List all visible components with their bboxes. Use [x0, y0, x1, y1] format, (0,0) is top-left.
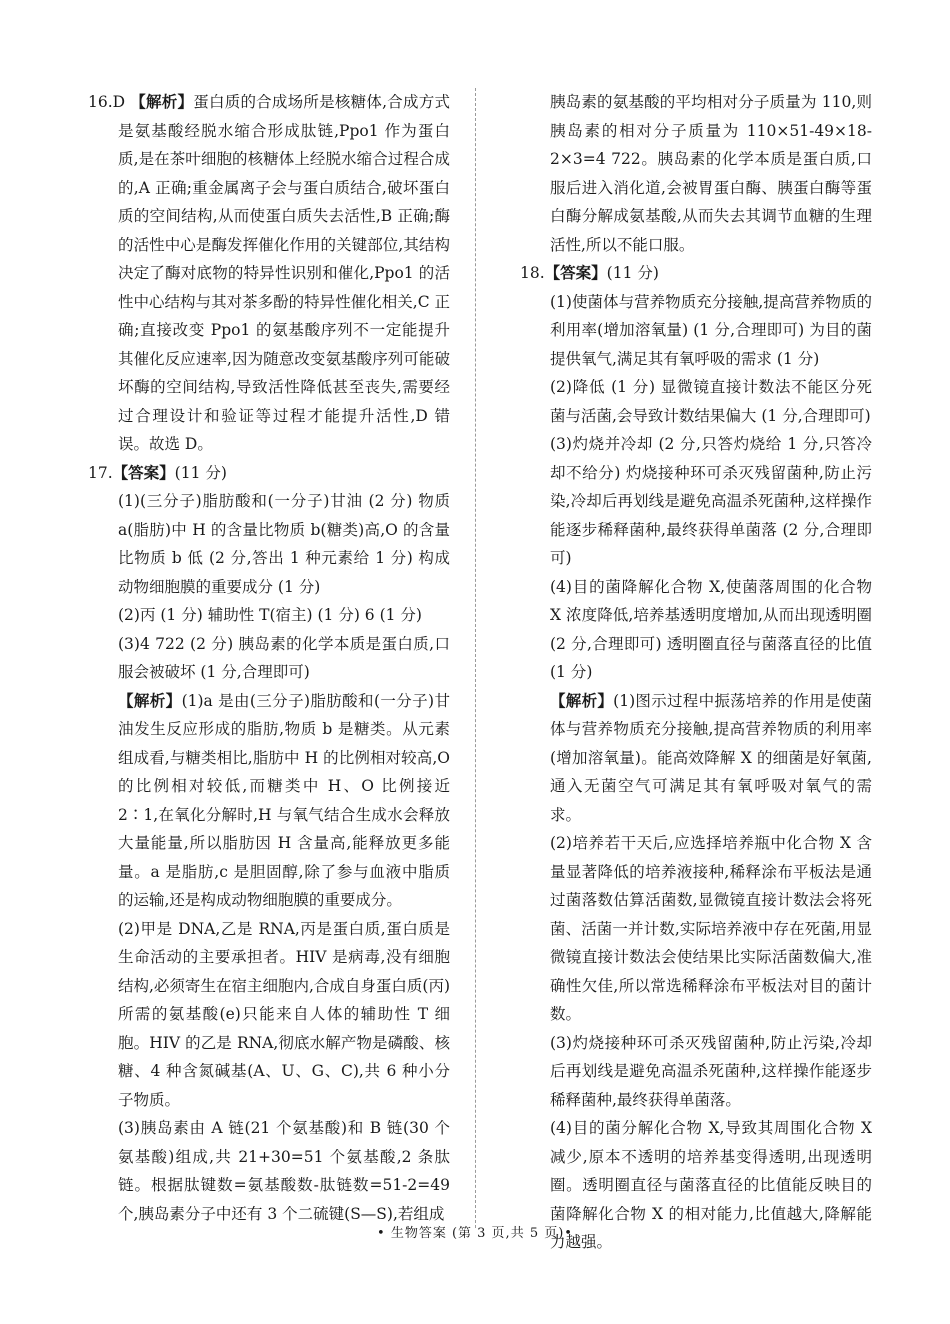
q17-answer-tag: 【答案】 — [112, 462, 175, 482]
q16-analysis-text: 蛋白质的合成场所是核糖体,合成方式是氨基酸经脱水缩合形成肽链,Ppo1 作为蛋白质,是在茶叶细胞的核糖体上经脱水缩合过程合成的,A 正确;重金属离子会与蛋白质结合,破坏蛋白质的空间结构,从而使蛋白质失去活性,B 正确;酶的活性中心是酶发挥催化作用的关键部位,其结构决定了酶对底物的特异性识别和催化,Ppo1 的活性中心结构与其对茶多酚的特异性催化相关,C 正确;直接改变 Ppo1 的氨基酸序列不一定能提升其催化反应速率,因为随意改变氨基酸序列可能破坏酶的空间结构,导致活性降低甚至丧失,需要经过合理设计和验证等过程才能提升活性,D 错误。故选 D。 — [118, 93, 450, 453]
q16-analysis-tag: 【解析】 — [130, 92, 194, 111]
q18-score: (11 分) — [606, 264, 659, 282]
q16-paragraph — [88, 88, 450, 459]
q16-number: 16.D — [88, 93, 126, 111]
left-column — [88, 88, 450, 1228]
q18-analysis-3: (3)灼烧接种环可杀灭残留菌种,防止污染,冷却后再划线是避免高温杀死菌种,这样操作能逐步稀释菌种,最终获得单菌落。 — [550, 1033, 872, 1109]
column-divider — [475, 88, 476, 1228]
q17-answer-3: (3)4 722 (2 分) 胰岛素的化学本质是蛋白质,口服会被破坏 (1 分,合理即可) — [118, 634, 450, 681]
q18-answer-2: (2)降低 (1 分) 显微镜直接计数法不能区分死菌与活菌,会导致计数结果偏大 (1 分,合理即可) — [550, 378, 872, 425]
q17-answer-1: (1)(三分子)脂肪酸和(一分子)甘油 (2 分) 物质 a(脂肪)中 H 的含量比物质 b(糖类)高,O 的含量比物质 b 低 (2 分,答出 1 种元素给 1 分) 构成动物细胞膜的重要成分 (1 分) — [118, 492, 450, 596]
q17-analysis-tag: 【解析】 — [118, 690, 182, 710]
q17-answer-2: (2)丙 (1 分) 辅助性 T(宿主) (1 分) 6 (1 分) — [118, 606, 422, 624]
q18-answer-3: (3)灼烧并冷却 (2 分,只答灼烧给 1 分,只答冷却不给分) 灼烧接种环可杀灭残留菌种,防止污染,冷却后再划线是避免高温杀死菌种,这样操作能逐步稀释菌种,最终获得单菌落 (2 分,合理即可) — [550, 435, 872, 567]
q17-analysis-3: (3)胰岛素由 A 链(21 个氨基酸)和 B 链(30 个氨基酸)组成,共 21+30=51 个氨基酸,2 条肽链。根据肽键数=氨基酸数-肽链数=51-2=49 个,胰岛素分子中还有 3 个二硫键(S—S),若组成 — [118, 1119, 450, 1223]
q18-answer-4: (4)目的菌降解化合物 X,使菌落周围的化合物 X 浓度降低,培养基透明度增加,从而出现透明圈 (2 分,合理即可) 透明圈直径与菌落直径的比值 (1 分) — [550, 577, 872, 681]
right-column — [520, 88, 872, 1257]
q18-analysis-1-text: (1)图示过程中振荡培养的作用是使菌体与营养物质充分接触,提高营养物质的利用率(增加溶氧量)。能高效降解 X 的细菌是好氧菌,通入无菌空气可满足其有氧呼吸对氧气的需求。 — [550, 691, 872, 824]
q17-analysis-3-continued: 胰岛素的氨基酸的平均相对分子质量为 110,则胰岛素的相对分子质量为 110×51-49×18-2×3=4 722。胰岛素的化学本质是蛋白质,口服后进入消化道,会被胃蛋白酶、胰蛋白酶等蛋白酶分解成氨基酸,从而失去其调节血糖的生理活性,所以不能口服。 — [550, 93, 872, 254]
page-footer: • 生物答案 (第 3 页,共 5 页)• — [377, 1226, 573, 1241]
q17-score: (11 分) — [174, 463, 227, 482]
q17-heading — [88, 459, 450, 488]
q18-heading — [520, 259, 872, 288]
q18-analysis-2: (2)培养若干天后,应选择培养瓶中化合物 X 含量显著降低的培养液接种,稀释涂布平板法是通过菌落数估算活菌数,显微镜直接计数法会将死菌、活菌一并计数,实际培养液中存在死菌,用显微镜直接计数法会使结果比实际活菌数偏大,准确性欠佳,所以常选稀释涂布平板法对目的菌计数。 — [550, 834, 872, 1023]
q18-analysis-4: (4)目的菌分解化合物 X,导致其周围化合物 X 减少,原本不透明的培养基变得透明,出现透明圈。透明圈直径与菌落直径的比值能反映目的菌降解化合物 X 的相对能力,比值越大,降解能力越强。 — [550, 1119, 872, 1251]
q17-analysis-2: (2)甲是 DNA,乙是 RNA,丙是蛋白质,蛋白质是生命活动的主要承担者。HIV 是病毒,没有细胞结构,必须寄生在宿主细胞内,合成自身蛋白质(丙)所需的氨基酸(e)只能来自人体的辅助性 T 细胞。HIV 的乙是 RNA,彻底水解产物是磷酸、核糖、4 种含氮碱基(A、U、G、C),共 6 种小分子物质。 — [118, 919, 450, 1109]
q18-analysis-tag: 【解析】 — [550, 690, 614, 710]
q18-number: 18. — [520, 264, 545, 282]
q18-answer-1: (1)使菌体与营养物质充分接触,提高营养物质的利用率(增加溶氧量) (1 分,合理即可) 为目的菌提供氧气,满足其有氧呼吸的需求 (1 分) — [550, 292, 872, 368]
q18-answer-tag: 【答案】 — [544, 263, 607, 282]
q18-analysis-1 — [520, 687, 872, 830]
q17-analysis-1 — [88, 687, 450, 915]
q17-analysis-1-text: (1)a 是由(三分子)脂肪酸和(一分子)甘油发生反应形成的脂肪,物质 b 是糖类。从元素组成看,与糖类相比,脂肪中 H 的比例相对较高,O 的比例相对较低,而糖类中 H、O 比例接近 2∶1,在氧化分解时,H 与氧气结合生成水会释放大量能量,所以脂肪因 H 含量高,能释放更多能量。a 是脂肪,c 是胆固醇,除了参与血液中脂质的运输,还是构成动物细胞膜的重要成分。 — [118, 691, 450, 909]
q17-number: 17. — [88, 463, 113, 482]
